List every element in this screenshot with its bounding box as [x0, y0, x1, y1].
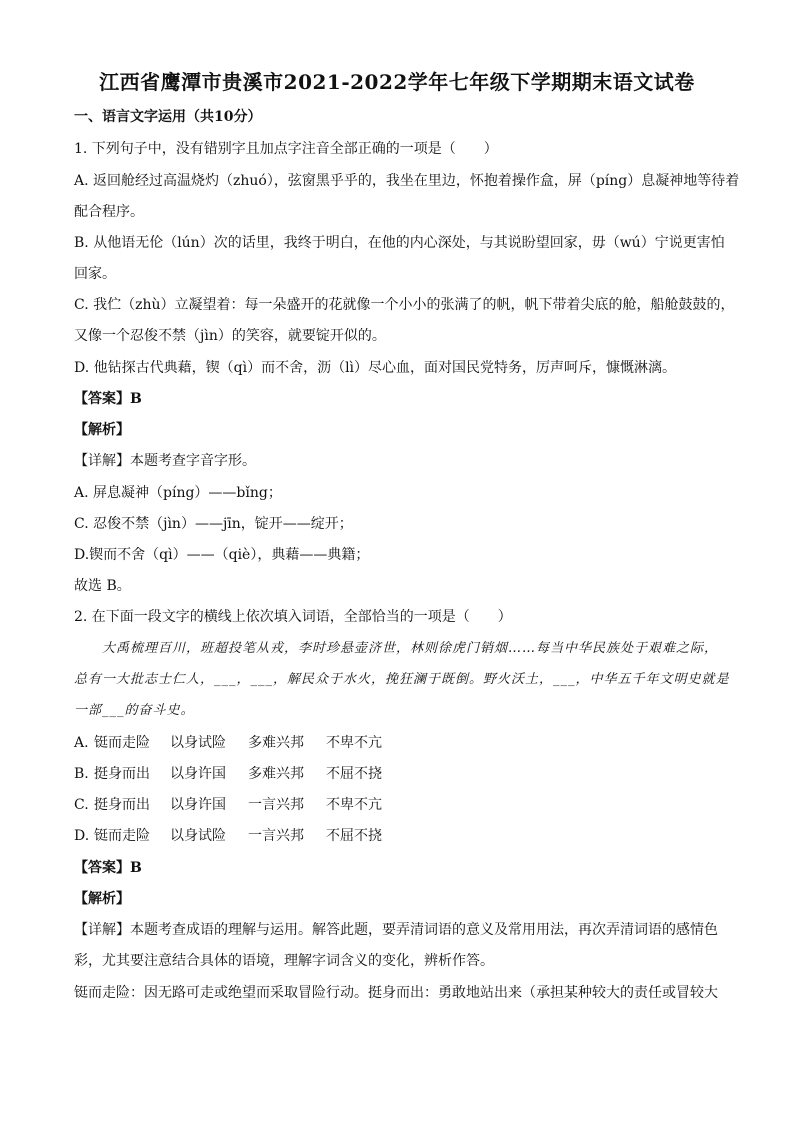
q1-option-c-line1: C. 我伫（zhù）立凝望着：每一朵盛开的花就像一个小小的张满了的帆，帆下带着尖底的舱，船舱鼓鼓的，: [74, 297, 735, 313]
q1-option-b-line2: 回家。: [74, 266, 116, 282]
option-word: 挺身而出: [94, 766, 150, 782]
section-heading: 一、语言文字运用（共10分）: [74, 109, 262, 125]
option-word: 多难兴邦: [248, 766, 304, 782]
q2-passage-line3: 一部___的奋斗史。: [74, 703, 195, 718]
option-word: 以身许国: [170, 766, 226, 782]
q2-option-b: [74, 765, 396, 783]
option-letter: B.: [74, 766, 89, 782]
option-word: 一言兴邦: [248, 797, 304, 813]
q2-option-a: [74, 734, 396, 752]
q1-detail: 【详解】本题考查字音字形。: [74, 453, 256, 469]
q1-analysis: 【解析】: [74, 422, 130, 438]
q2-passage-line2: 总有一大批志士仁人，___，___，解民众于水火，挽狂澜于既倒。野火沃土，___，中华五千年文明史就是: [74, 672, 730, 687]
q1-option-b-line1: B. 从他语无伦（lún）次的话里，我终于明白，在他的内心深处，与其说盼望回家，毋（wú）宁说更害怕: [74, 235, 725, 251]
q1-explain-c: C. 忍俊不禁（jìn）——jīn，锭开——绽开；: [74, 516, 353, 532]
option-word: 不屈不挠: [326, 766, 382, 782]
option-word: 不卑不亢: [326, 797, 382, 813]
option-word: 多难兴邦: [248, 735, 304, 751]
page-title: 江西省鹰潭市贵溪市2021-2022学年七年级下学期期末语文试卷: [99, 70, 695, 94]
q2-passage-line1: 大禹梳理百川，班超投笔从戎，李时珍悬壶济世，林则徐虎门销烟……每当中华民族处于艰难之际，: [102, 641, 719, 656]
q1-option-a-line1: A. 返回舱经过高温烧灼（zhuó），弦窗黑乎乎的，我坐在里边，怀抱着操作盒，屏（píng）息凝神地等待着: [74, 173, 740, 189]
q1-explain-d: D.锲而不舍（qì）——（qiè），典藉——典籍；: [74, 547, 370, 563]
q1-option-a-line2: 配合程序。: [74, 204, 144, 220]
option-word: 铤而走险: [94, 735, 150, 751]
option-word: 不屈不挠: [326, 828, 382, 844]
option-letter: C.: [74, 797, 89, 813]
q2-analysis: 【解析】: [74, 891, 130, 907]
q1-stem: 1. 下列句子中，没有错别字且加点字注音全部正确的一项是（ ）: [74, 141, 498, 157]
option-letter: A.: [74, 735, 89, 751]
q2-answer: 【答案】B: [74, 860, 142, 876]
option-letter: D.: [74, 828, 90, 844]
q2-detail-line3: 铤而走险：因无路可走或绝望而采取冒险行动。挺身而出：勇敢地站出来（承担某种较大的责任或冒较大: [74, 985, 718, 1001]
option-word: 以身许国: [170, 797, 226, 813]
option-word: 挺身而出: [94, 797, 150, 813]
q1-conclusion: 故选 B。: [74, 578, 131, 594]
q2-detail-line2: 彩，尤其要注意结合具体的语境，理解字词含义的变化，辨析作答。: [74, 953, 494, 969]
q1-answer: 【答案】B: [74, 391, 142, 407]
q2-stem: 2. 在下面一段文字的横线上依次填入词语，全部恰当的一项是（ ）: [74, 609, 512, 625]
q1-option-d: D. 他钻探古代典藉，锲（qì）而不舍，沥（lì）尽心血，面对国民党特务，厉声呵斥，慷慨淋漓。: [74, 360, 677, 376]
option-word: 以身试险: [170, 828, 226, 844]
option-word: 一言兴邦: [248, 828, 304, 844]
q2-option-d: [74, 827, 396, 845]
option-word: 不卑不亢: [326, 735, 382, 751]
q1-explain-a: A. 屏息凝神（píng）——bǐng；: [74, 485, 282, 501]
option-word: 以身试险: [170, 735, 226, 751]
option-word: 铤而走险: [94, 828, 150, 844]
q2-option-c: [74, 796, 396, 814]
q2-detail-line1: 【详解】本题考查成语的理解与运用。解答此题，要弄清词语的意义及常用用法，再次弄清词语的感情色: [74, 922, 718, 938]
q1-option-c-line2: 又像一个忍俊不禁（jìn）的笑容，就要锭开似的。: [74, 328, 386, 344]
